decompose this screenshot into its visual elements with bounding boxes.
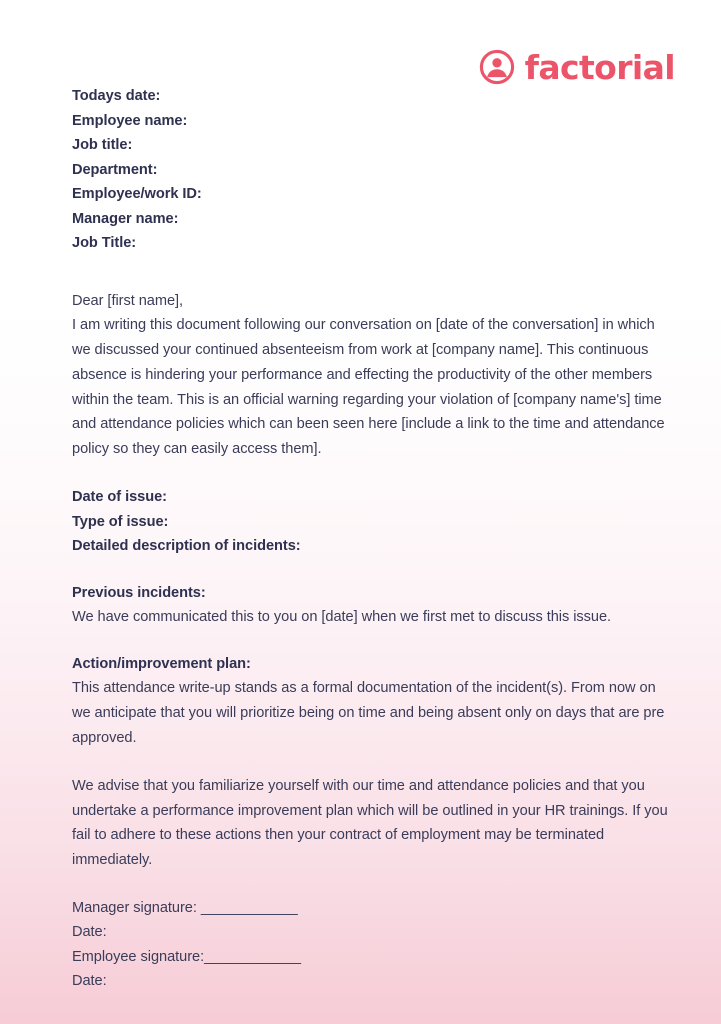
header-field-block [72, 84, 674, 256]
employee-date-line[interactable]: Date: [72, 973, 107, 990]
factorial-logo [478, 48, 675, 86]
field-job-title: Job title: [72, 137, 133, 153]
spacer [72, 630, 674, 652]
previous-incidents-section [72, 581, 674, 630]
field-type-of-issue: Type of issue: [72, 513, 169, 530]
person-in-circle-icon [478, 48, 516, 86]
manager-signature-line[interactable]: Manager signature: ____________ [72, 899, 298, 916]
document-content [72, 84, 674, 994]
field-date-of-issue: Date of issue: [72, 489, 167, 506]
spacer [72, 256, 674, 289]
field-employee-name: Employee name: [72, 112, 188, 129]
salutation: Dear [first name], [72, 292, 184, 309]
field-department: Department: [72, 161, 158, 178]
action-plan-body: This attendance write-up stands as a formal documentation of the incident(s). From now on we anticipate that you will prioritize being on time and being absent only on days that are pre approved. [72, 680, 665, 746]
field-manager-name: Manager name: [72, 210, 179, 227]
manager-date-line[interactable]: Date: [72, 924, 107, 941]
signature-block [72, 896, 674, 994]
previous-incidents-body: We have communicated this to you on [date] when we first met to discuss this issue. [72, 609, 612, 626]
action-plan-section [72, 652, 674, 751]
advisory-paragraph: We advise that you familiarize yourself with our time and attendance policies and that you undertake a performance improvement plan which will be outlined in your HR trainings. If you fail to adhere to these actions then your contract of employment may be terminated immediately. [72, 777, 668, 869]
field-employee-work-id: Employee/work ID: [72, 186, 202, 202]
issue-field-block [72, 485, 674, 559]
employee-signature-line[interactable]: Employee signature:____________ [72, 948, 301, 965]
action-plan-heading: Action/improvement plan: [72, 655, 251, 672]
field-todays-date: Todays date: [72, 88, 161, 104]
spacer [72, 751, 674, 774]
intro-paragraph: I am writing this document following our conversation on [date of the conversation] in which we discussed your continued absenteeism from work at [company name]. This continuous absence is hindering your performance and effecting the productivity of the other members within the team. This is an official warning regarding your violation of [company name's] time and attendance policies which can been seen here [include a link to the time and attendance policy so they can easily access them]. [72, 317, 665, 458]
previous-incidents-heading: Previous incidents: [72, 584, 206, 601]
field-manager-job-title: Job Title: [72, 235, 137, 251]
brand-name: factorial [524, 47, 675, 87]
field-detailed-description: Detailed description of incidents: [72, 538, 301, 555]
spacer [72, 462, 674, 485]
spacer [72, 873, 674, 896]
spacer [72, 559, 674, 581]
